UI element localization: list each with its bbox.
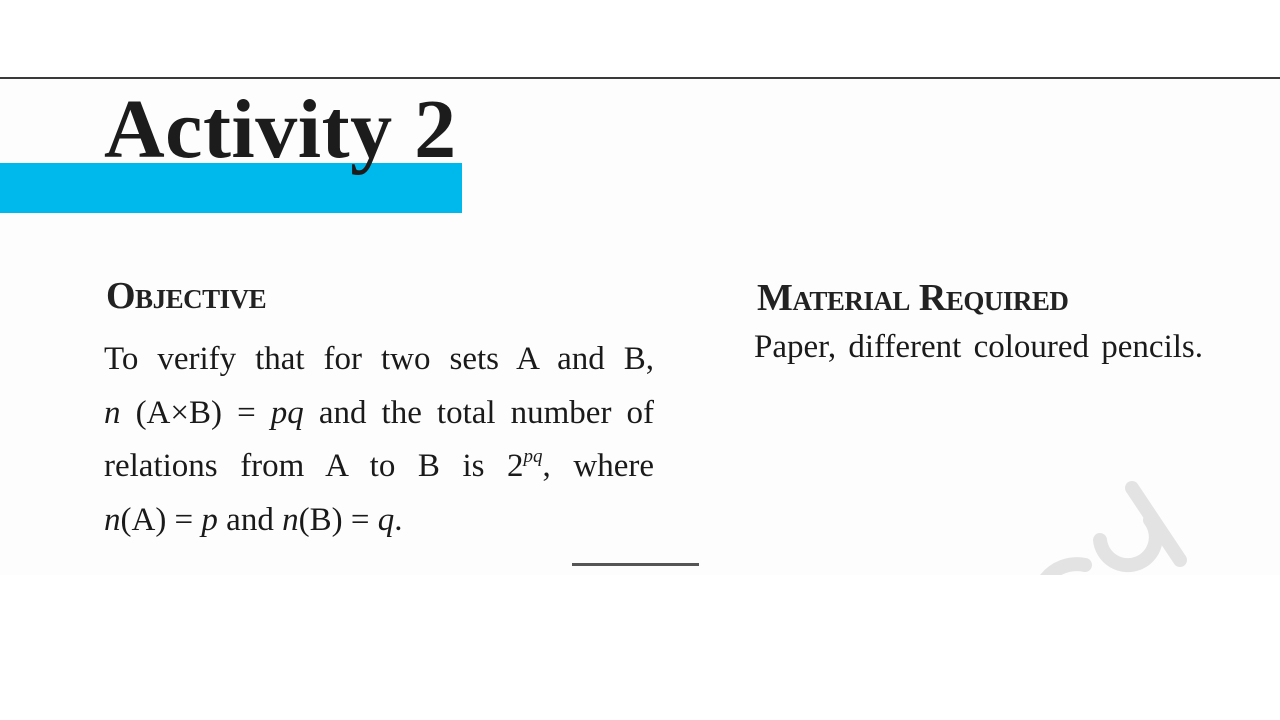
objective-line-1: To verify that for two sets A and B, xyxy=(104,341,654,377)
activity-title: Activity 2 xyxy=(104,83,457,176)
material-required-text: Paper, different coloured pencils. xyxy=(754,329,1203,365)
section-divider xyxy=(572,563,699,566)
objective-line-4: n(A) = p and n(B) = q. xyxy=(104,501,403,538)
watermark-graphic xyxy=(1040,470,1210,575)
objective-text xyxy=(104,333,654,547)
objective-line-2: n (A×B) = pq and the total number of xyxy=(104,394,654,431)
objective-line-3: relations from A to B is $2^{pq}$, where xyxy=(104,446,654,484)
objective-heading: Objective xyxy=(106,275,267,317)
material-required-heading: Material Required xyxy=(757,277,1069,319)
